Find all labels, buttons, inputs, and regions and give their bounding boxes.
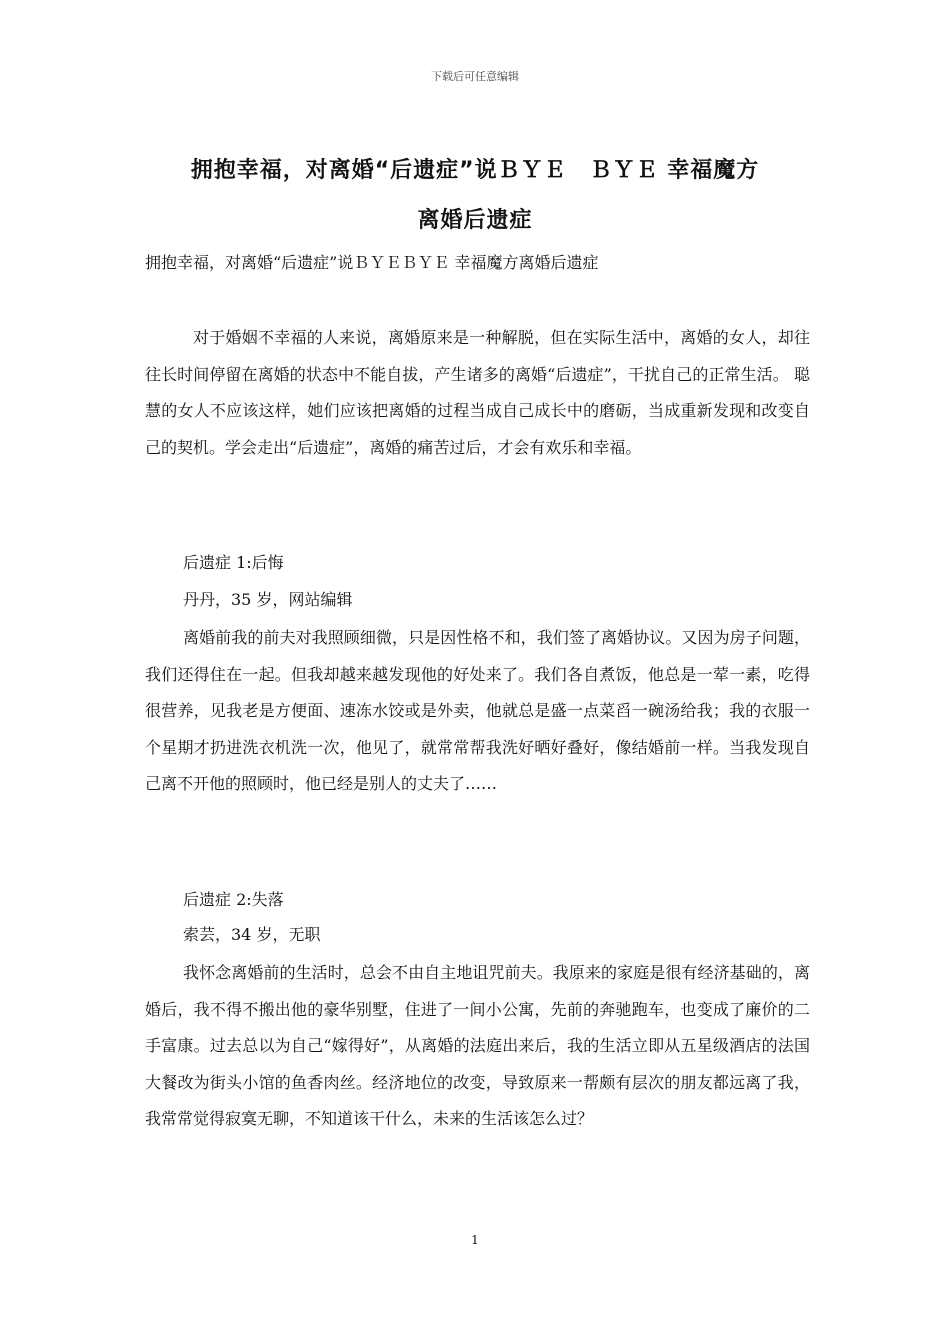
section-1-paragraph: 离婚前我的前夫对我照顾细微，只是因性格不和，我们签了离婚协议。又因为房子问题，我们还得住在一起。但我却越来越发现他的好处来了。我们各自煮饭，他总是一荤一素，吃得很营养，见我老是方便面、速冻水饺或是外卖，他就总是盛一点菜舀一碗汤给我；我的衣服一个星期才扔进洗衣机洗一次，他见了，就常常帮我洗好晒好叠好，像结婚前一样。当我发现自己离不开他的照顾时，他已经是别人的丈夫了…… [145,628,810,793]
page-header: 下载后可任意编辑 [431,70,519,83]
subtitle: 拥抱幸福，对离婚“后遗症”说ＢＹＥＢＹＥ 幸福魔方离婚后遗症 [145,253,599,272]
section-2-paragraph: 我怀念离婚前的生活时，总会不由自主地诅咒前夫。我原来的家庭是很有经济基础的，离婚后，我不得不搬出他的豪华别墅，住进了一间小公寓，先前的奔驰跑车，也变成了廉价的二手富康。过去总以为自己“嫁得好”，从离婚的法庭出来后，我的生活立即从五星级酒店的法国大餐改为街头小馆的鱼香肉丝。经济地位的改变，导致原来一帮颇有层次的朋友都远离了我，我常常觉得寂寞无聊，不知道该干什么，未来的生活该怎么过？ [145,963,810,1128]
title-line-1: 拥抱幸福，对离婚“后遗症”说ＢＹＥ ＢＹＥ 幸福魔方 [190,158,760,183]
title-line-2: 离婚后遗症 [417,208,533,233]
intro-paragraph: 对于婚姻不幸福的人来说，离婚原来是一种解脱，但在实际生活中，离婚的女人，却往往长时间停留在离婚的状态中不能自拔，产生诸多的离婚“后遗症”，干扰自己的正常生活。 聪慧的女人不应该这样，她们应该把离婚的过程当成自己成长中的磨砺，当成重新发现和改变自己的契机。学会走出“后遗症”，离婚的痛苦过后，才会有欢乐和幸福。 [145,328,810,457]
section-2-person: 索芸，34 岁，无职 [183,925,321,944]
section-1-person: 丹丹，35 岁，网站编辑 [183,590,353,609]
section-2-heading: 后遗症 2:失落 [183,890,284,909]
section-1-heading: 后遗症 1:后悔 [183,553,284,572]
page-number: 1 [471,1233,479,1247]
